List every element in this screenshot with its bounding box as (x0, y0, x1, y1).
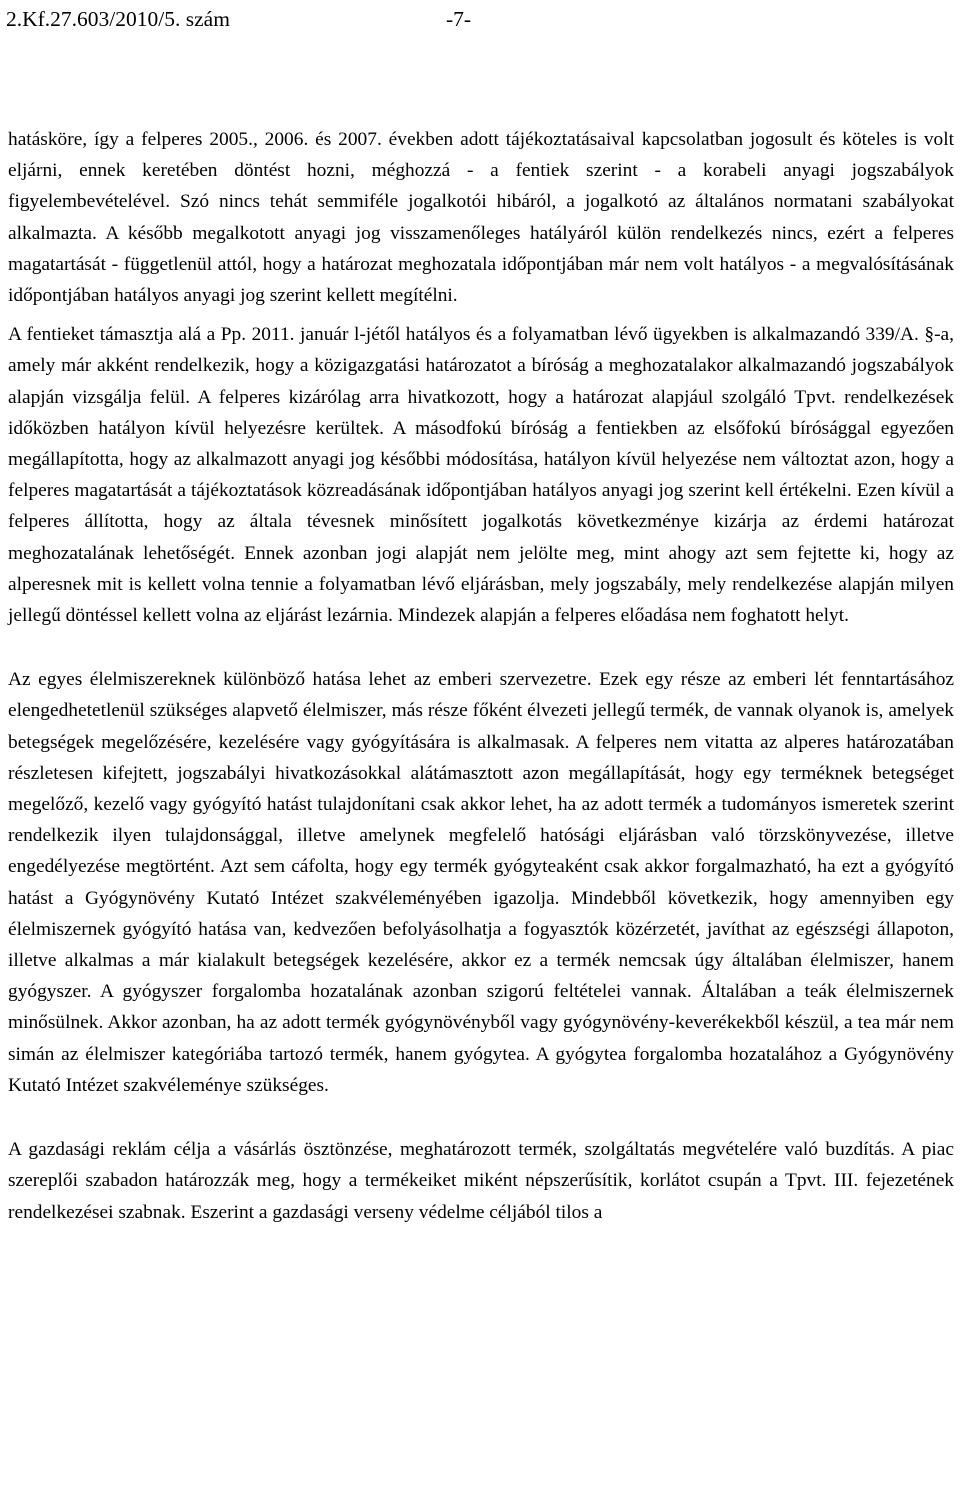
document-body (8, 124, 954, 1228)
paragraph-advertising: A gazdasági reklám célja a vásárlás ösztönzése, meghatározott termék, szolgáltatás megvételére való buzdítás. A piac szereplői szabadon határozzák meg, hogy a termékeiket miként népszerűsítik, korlátot csupán a Tpvt. III. fejezetének rendelkezései szabnak. Eszerint a gazdasági verseny védelme céljából tilos a (8, 1139, 954, 1223)
page-header (6, 4, 946, 34)
paragraph-food-products: Az egyes élelmiszereknek különböző hatása lehet az emberi szervezetre. Ezek egy része az emberi lét fenntartásához elengedhetetlenül szükséges alapvető élelmiszer, más része főként élvezeti jellegű termék, de vannak olyanok is, amelyek betegségek megelőzésére, kezelésére vagy gyógyítására is alkalmasak. A felperes nem vitatta az alperes határozatában részletesen kifejtett, jogszabályi hivatkozásokkal alátámasztott azon megállapítását, hogy egy terméknek betegséget megelőző, kezelő vagy gyógyító hatást tulajdonítani csak akkor lehet, ha az adott termék a tudományos ismeretek szerint rendelkezik ilyen tulajdonsággal, illetve amelynek megfelelő hatósági eljárásban való törzskönyvezése, illetve engedélyezése megtörtént. Azt sem cáfolta, hogy egy termék gyógyteaként csak akkor forgalmazható, ha ezt a gyógyító hatást a Gyógynövény Kutató Intézet szakvéleményében igazolja. Mindebből következik, hogy amennyiben egy élelmiszernek gyógyító hatása van, kedvezően befolyásolhatja a fogyasztók közérzetét, javíthat az egészségi állapoton, illetve alkalmas a már kialakult betegségek kezelésére, akkor ez a termék nemcsak úgy általában élelmiszer, hanem gyógyszer. A gyógyszer forgalomba hozatalának azonban szigorú feltételei vannak. Általában a teák élelmiszernek minősülnek. Akkor azonban, ha az adott termék gyógynövényből vagy gyógynövény-keverékekből készül, a tea már nem simán az élelmiszer kategóriába tartozó termék, hanem gyógytea. A gyógytea forgalomba hozatalához a Gyógynövény Kutató Intézet szakvéleménye szükséges. (8, 669, 954, 1096)
paragraph-spacer (8, 311, 954, 319)
case-reference-number: 2.Kf.27.603/2010/5. szám (6, 7, 230, 31)
paragraph-pp-339a: A fentieket támasztja alá a Pp. 2011. január l-jétől hatályos és a folyamatban lévő ügyekben is alkalmazandó 339/A. §-a, amely már akként rendelkezik, hogy a közigazgatási határozatot a bíróság a meghozatalakor alkalmazandó jogszabályok alapján vizsgálja felül. A felperes kizárólag arra hivatkozott, hogy a határozat alapjául szolgáló Tpvt. rendelkezések időközben hatályon kívül helyezésre kerültek. A másodfokú bíróság a fentiekben az elsőfokú bírósággal egyezően megállapította, hogy az alkalmazott anyagi jog későbbi módosítása, hatályon kívül helyezése nem változtat azon, hogy a felperes magatartását a tájékoztatások közreadásának időpontjában hatályos anyagi jog szerint kell értékelni. Ezen kívül a felperes állította, hogy az általa tévesnek minősített jogalkotás következménye kizárja az érdemi határozat meghozatalának lehetőségét. Ennek azonban jogi alapját nem jelölte meg, mint ahogy azt sem fejtette ki, hogy az alperesnek mit is kellett volna tennie a folyamatban lévő eljárásban, mely jogszabály, mely rendelkezése alapján milyen jellegű döntéssel kellett volna az eljárást lezárnia. Mindezek alapján a felperes előadása nem foghatott helyt. (8, 324, 954, 627)
page-number: -7- (446, 7, 472, 31)
paragraph-legal-basis: hatásköre, így a felperes 2005., 2006. és 2007. években adott tájékoztatásaival kapcsolatban jogosult és köteles is volt eljárni, ennek keretében döntést hozni, méghozzá - a fentiek szerint - a korabeli anyagi jogszabályok figyelembevételével. Szó nincs tehát semmiféle jogalkotói hibáról, a jogalkotó az általános normatani szabályokat alkalmazta. A később megalkotott anyagi jog visszamenőleges hatályáról külön rendelkezés nincs, ezért a felperes magatartását - függetlenül attól, hogy a határozat meghozatala időpontjában már nem volt hatályos - a megvalósításának időpontjában hatályos anyagi jog szerint kellett megítélni. (8, 129, 954, 307)
paragraph-spacer (8, 631, 954, 664)
paragraph-spacer (8, 1101, 954, 1134)
